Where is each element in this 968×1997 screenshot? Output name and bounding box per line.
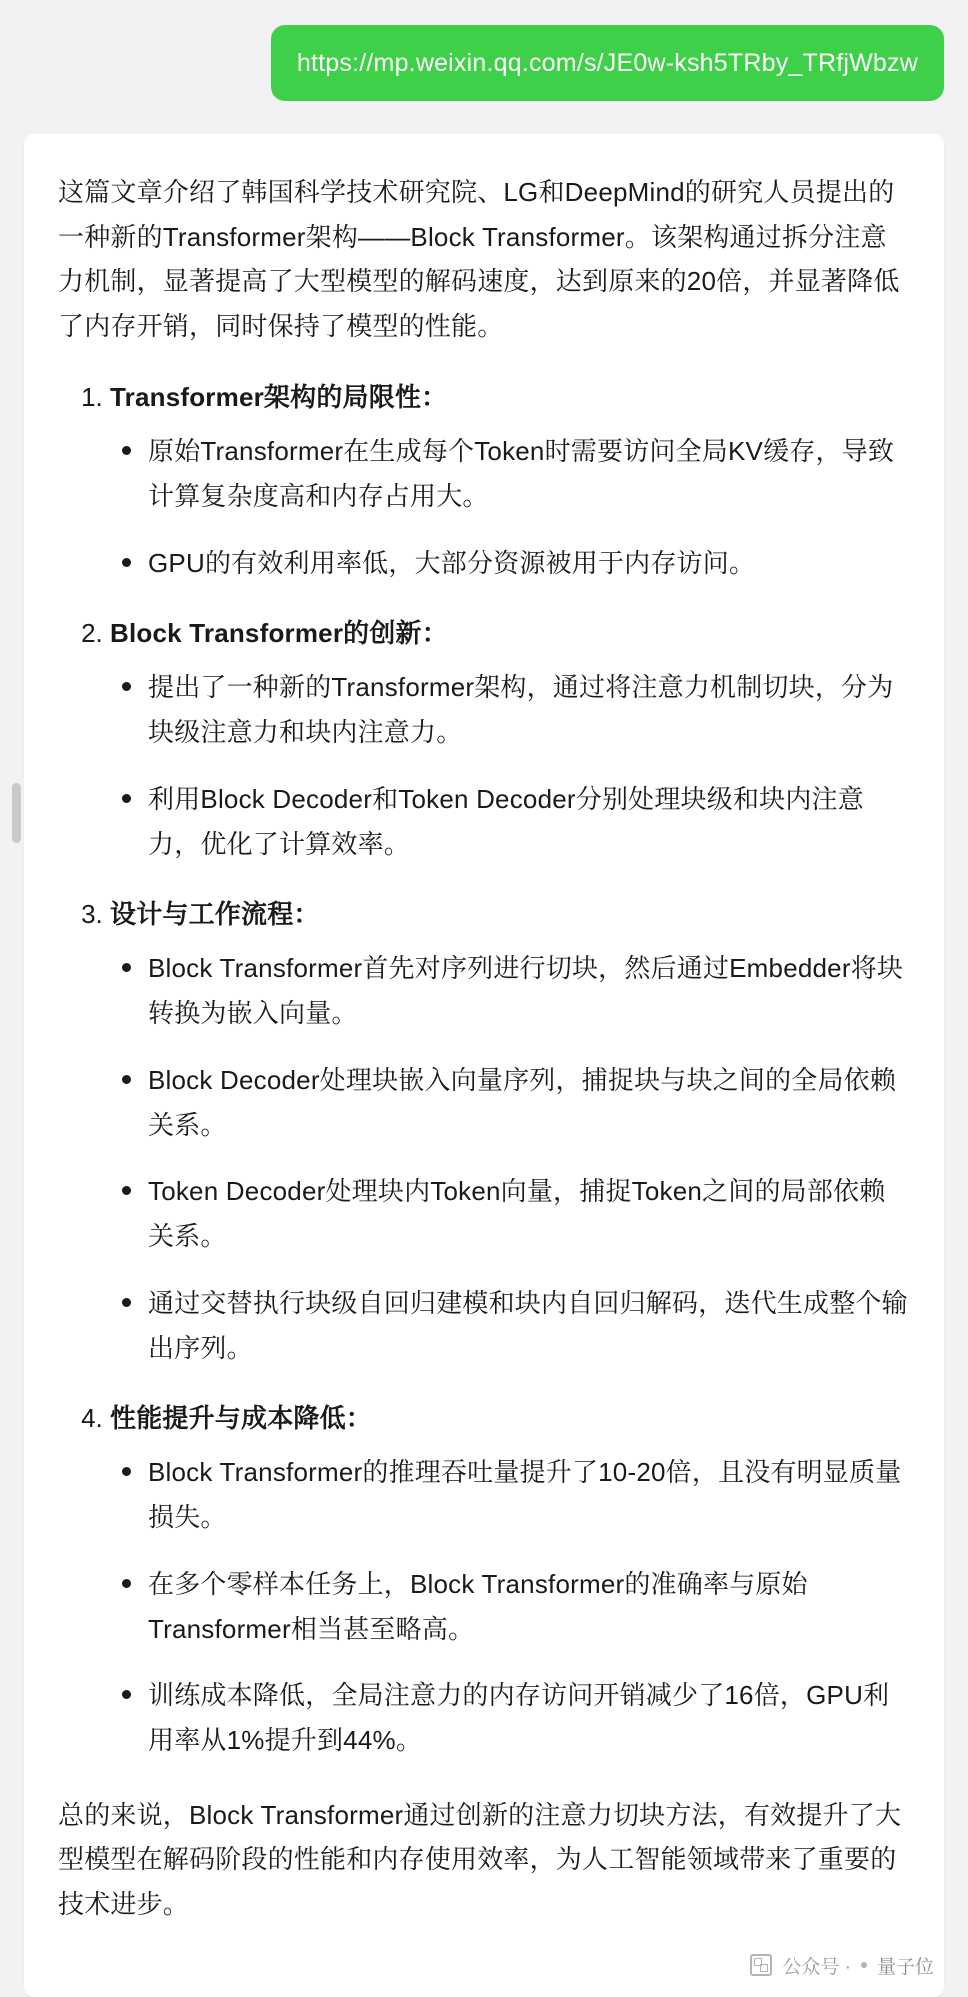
- summary-section: [110, 611, 910, 866]
- list-item: 原始Transformer在生成每个Token时需要访问全局KV缓存，导致计算复杂度高和内存占用大。: [148, 429, 910, 518]
- section-heading: 设计与工作流程：: [110, 899, 320, 930]
- qr-code-icon: [750, 1954, 772, 1976]
- summary-section: [110, 1396, 910, 1763]
- bullet-icon: [861, 1962, 867, 1968]
- list-item: Block Transformer的推理吞吐量提升了10-20倍，且没有明显质量损失。: [148, 1450, 910, 1539]
- summary-sections-list: [58, 375, 910, 1763]
- section-points-list: [110, 946, 910, 1370]
- summary-closing-paragraph: 总的来说，Block Transformer通过创新的注意力切块方法，有效提升了大型模型在解码阶段的性能和内存使用效率，为人工智能领域带来了重要的技术进步。: [58, 1799, 902, 1920]
- list-item: Block Transformer首先对序列进行切块，然后通过Embedder将块转换为嵌入向量。: [148, 946, 910, 1035]
- summary-intro-paragraph: 这篇文章介绍了韩国科学技术研究院、LG和DeepMind的研究人员提出的一种新的Transformer架构——Block Transformer。该架构通过拆分注意力机制，显著提高了大型模型的解码速度，达到原来的20倍，并显著降低了内存开销，同时保持了模型的性能。: [58, 177, 900, 342]
- list-item: 提出了一种新的Transformer架构，通过将注意力机制切块，分为块级注意力和块内注意力。: [148, 665, 910, 754]
- list-item: Block Decoder处理块嵌入向量序列，捕捉块与块之间的全局依赖关系。: [148, 1058, 910, 1147]
- list-item: Token Decoder处理块内Token向量，捕捉Token之间的局部依赖关系。: [148, 1169, 910, 1258]
- section-heading: Transformer架构的局限性：: [110, 381, 448, 412]
- section-points-list: [110, 665, 910, 866]
- assistant-response-card: [24, 134, 944, 1997]
- list-item: 在多个零样本任务上，Block Transformer的准确率与原始Transformer相当甚至略高。: [148, 1562, 910, 1651]
- footer-label: 公众号 ·: [782, 1956, 851, 1978]
- section-points-list: [110, 429, 910, 585]
- user-message-bubble[interactable]: https://mp.weixin.qq.com/s/JE0w-ksh5TRby_TRfjWbzw: [271, 25, 944, 101]
- section-points-list: [110, 1450, 910, 1762]
- scrollbar[interactable]: [6, 0, 16, 1997]
- footer-brand: 量子位: [876, 1956, 934, 1978]
- list-item: GPU的有效利用率低，大部分资源被用于内存访问。: [148, 541, 910, 586]
- list-item: 训练成本降低，全局注意力的内存访问开销减少了16倍，GPU利用率从1%提升到44%。: [148, 1673, 910, 1762]
- summary-section: [110, 375, 910, 585]
- section-heading: 性能提升与成本降低：: [110, 1403, 373, 1434]
- list-item: 利用Block Decoder和Token Decoder分别处理块级和块内注意力，优化了计算效率。: [148, 777, 910, 866]
- scrollbar-thumb[interactable]: [12, 783, 21, 843]
- list-item: 通过交替执行块级自回归建模和块内自回归解码，迭代生成整个输出序列。: [148, 1281, 910, 1370]
- user-message-row: [0, 0, 968, 101]
- footer-watermark: [750, 1952, 934, 1979]
- summary-section: [110, 892, 910, 1370]
- section-heading: Block Transformer的创新：: [110, 618, 448, 649]
